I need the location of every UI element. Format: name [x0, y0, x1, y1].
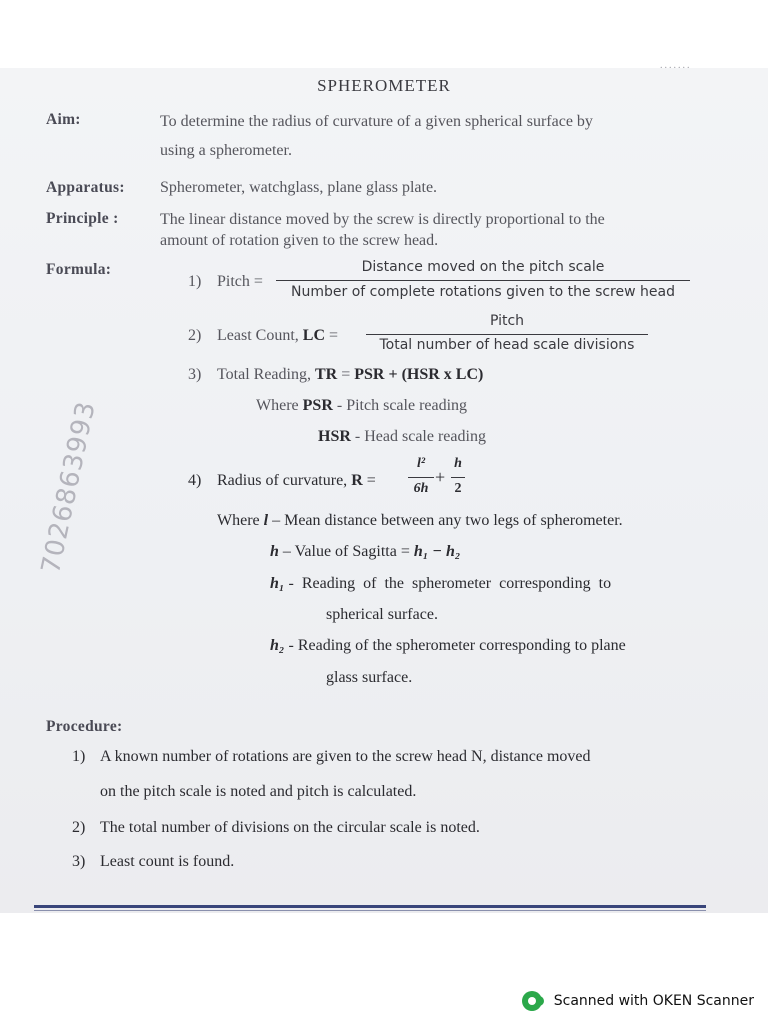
- h1-description: - Reading of the spherometer corresponding to: [284, 575, 612, 592]
- h1-description-line2: spherical surface.: [326, 606, 438, 623]
- h2-symbol: h₂: [270, 637, 285, 654]
- principle-label: Principle :: [46, 210, 119, 227]
- lc-lhs-prefix: Least Count,: [217, 327, 303, 344]
- radius-symbol: R: [351, 472, 363, 489]
- bottom-rule: [34, 905, 706, 908]
- radius-frac2-bar: [451, 477, 465, 478]
- procedure-step-3-index: 3): [72, 853, 86, 870]
- psr-symbol: PSR: [302, 397, 333, 414]
- l-description: – Mean distance between any two legs of spherometer.: [268, 512, 623, 529]
- radius-index: 4): [188, 472, 202, 489]
- lc-equals: =: [325, 327, 339, 344]
- tr-prefix: Total Reading,: [217, 366, 315, 383]
- procedure-step-1-line2: on the pitch scale is noted and pitch is calculated.: [100, 783, 417, 800]
- where-h1: [270, 575, 611, 593]
- pitch-index: 1): [188, 273, 202, 290]
- psr-description: - Pitch scale reading: [332, 397, 468, 414]
- radius-plus: +: [435, 467, 446, 487]
- handwritten-phone-number: 7026863993: [36, 398, 102, 577]
- l-symbol: l: [263, 512, 269, 529]
- where-h: [270, 543, 461, 561]
- lc-fraction-bar: [366, 334, 648, 335]
- procedure-step-2-text: The total number of divisions on the circular scale is noted.: [100, 819, 480, 836]
- scanner-watermark-text: Scanned with OKEN Scanner: [553, 993, 754, 1009]
- tr-equals: =: [337, 366, 355, 383]
- radius-frac1-bar: [408, 477, 434, 478]
- procedure-step-2-index: 2): [72, 819, 86, 836]
- radius-prefix: Radius of curvature,: [217, 472, 352, 489]
- h2-description-line2: glass surface.: [326, 669, 413, 686]
- procedure-step-1-index: 1): [72, 748, 86, 765]
- tr-line: [217, 366, 483, 384]
- pitch-denominator: Number of complete rotations given to the screw head: [291, 284, 675, 300]
- pitch-numerator: Distance moved on the pitch scale: [361, 259, 605, 275]
- tr-symbol: TR: [314, 366, 338, 383]
- aim-label: Aim:: [46, 111, 81, 128]
- apparatus-label: Apparatus:: [46, 179, 125, 196]
- radius-frac2-numerator: h: [454, 456, 462, 471]
- hsr-description: - Head scale reading: [350, 428, 486, 445]
- procedure-step-1-line1: A known number of rotations are given to the screw head N, distance moved: [100, 748, 591, 765]
- h1-symbol: h₁: [270, 575, 285, 592]
- procedure-label: Procedure:: [46, 718, 123, 735]
- radius-frac2-denominator: 2: [454, 481, 462, 496]
- lc-symbol: LC: [302, 327, 325, 344]
- tr-index: 3): [188, 366, 202, 383]
- where-h2: [270, 637, 626, 655]
- apparatus-text: Spherometer, watchglass, plane glass plate.: [160, 179, 438, 196]
- pitch-lhs: Pitch =: [217, 273, 263, 290]
- lc-numerator: Pitch: [489, 313, 525, 329]
- hsr-symbol: HSR: [318, 428, 351, 445]
- aim-text-line1: To determine the radius of curvature of a given spherical surface by: [160, 113, 593, 130]
- page-title: SPHEROMETER: [317, 76, 451, 95]
- pitch-fraction-bar: [276, 280, 690, 281]
- where-l-prefix: Where: [217, 512, 264, 529]
- tr-rhs: PSR + (HSR x LC): [354, 366, 484, 383]
- formula-label: Formula:: [46, 261, 112, 278]
- sagitta-expression: h₁ − h₂: [413, 543, 461, 560]
- radius-lhs: [217, 472, 376, 490]
- radius-frac1-numerator: l²: [416, 456, 426, 471]
- procedure-step-3-text: Least count is found.: [100, 853, 235, 870]
- principle-text-line2: amount of rotation given to the screw head.: [160, 232, 439, 249]
- page-edge-marks: .......: [660, 60, 692, 71]
- where-l: [217, 512, 623, 530]
- lc-lhs: [217, 327, 338, 345]
- lc-index: 2): [188, 327, 202, 344]
- where-psr: [256, 397, 467, 415]
- lc-denominator: Total number of head scale divisions: [379, 337, 635, 353]
- radius-equals: =: [362, 472, 376, 489]
- where-hsr: [318, 428, 486, 446]
- scanner-watermark: [522, 991, 754, 1011]
- aim-text-line2: using a spherometer.: [160, 142, 292, 159]
- principle-text-line1: The linear distance moved by the screw is directly proportional to the: [160, 211, 605, 228]
- radius-frac1-denominator: 6h: [413, 481, 429, 496]
- scanner-logo-icon: [522, 991, 544, 1011]
- where-psr-prefix: Where: [256, 397, 303, 414]
- bottom-rule-thin: [34, 910, 706, 911]
- h-symbol: h: [270, 543, 279, 560]
- h-description: – Value of Sagitta =: [278, 543, 414, 560]
- h2-description: - Reading of the spherometer corresponding to plane: [284, 637, 626, 654]
